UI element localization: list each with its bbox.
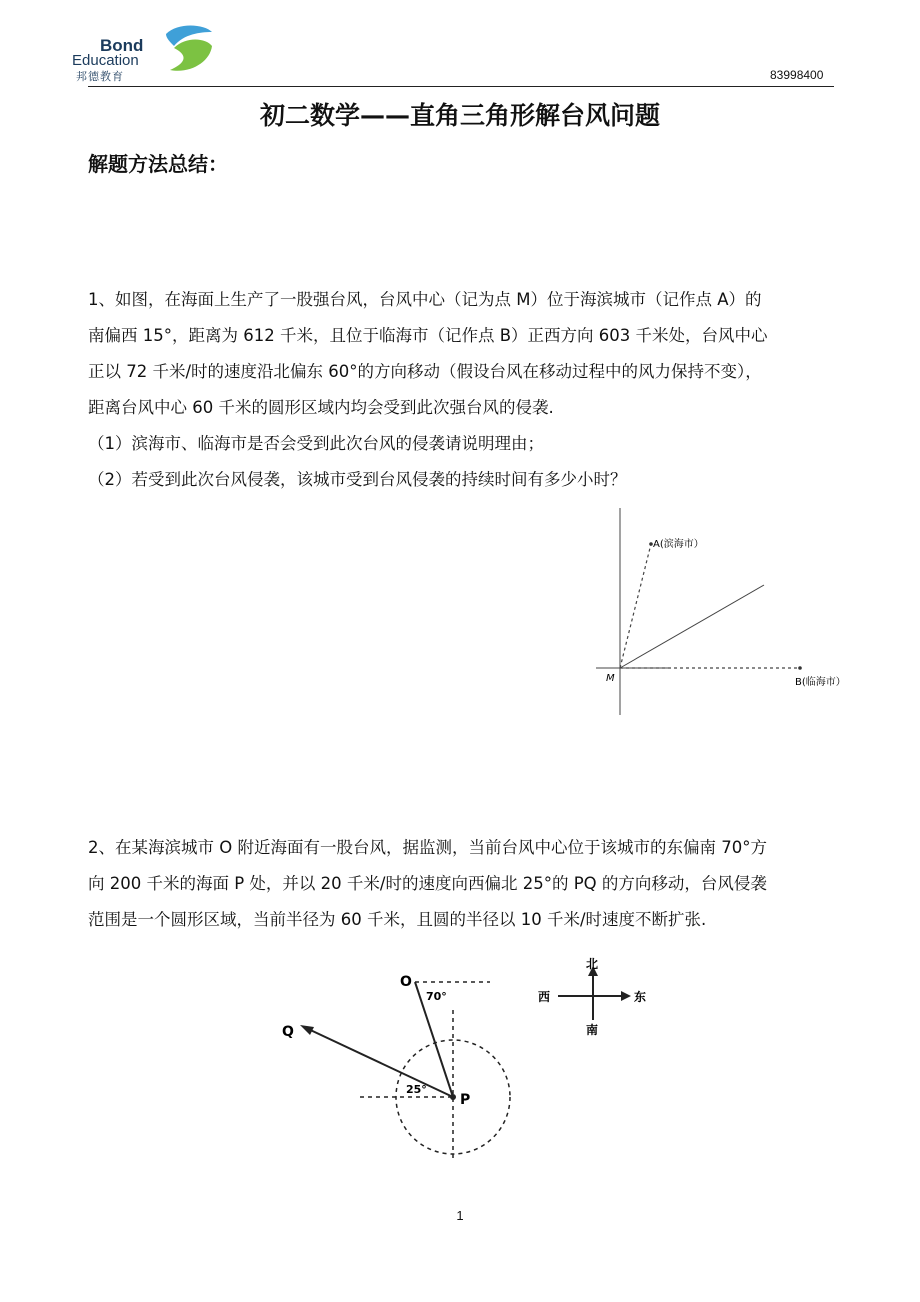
label-o: O	[400, 974, 412, 990]
label-b: B(临海市）	[795, 677, 846, 688]
problem-2-line: 范围是一个圆形区域，当前半径为 60 千米，且圆的半径以 10 千米/时速度不断扩张.	[88, 910, 707, 929]
east-arrow-icon	[621, 991, 631, 1001]
section-heading: 解题方法总结：	[88, 152, 228, 176]
label-70: 70°	[426, 990, 447, 1003]
logo-brand: Bond	[100, 36, 144, 55]
problem-1-line: 1、如图，在海面上生产了一股强台风，台风中心（记为点 M）位于海滨城市（记作点 A）的	[88, 290, 762, 309]
label-a: A(滨海市）	[653, 539, 704, 550]
logo-leaf-icon	[160, 24, 216, 76]
label-m: M	[606, 673, 615, 684]
figure-1	[590, 505, 870, 720]
logo-education: Education	[72, 52, 139, 69]
point-p	[450, 1094, 456, 1100]
logo-chinese: 邦德教育	[76, 70, 124, 83]
problem-2-line: 2、在某海滨城市 O 附近海面有一股台风，据监测，当前台风中心位于该城市的东偏南 70°方	[88, 838, 767, 857]
compass	[538, 957, 646, 1037]
logo	[160, 24, 216, 76]
compass-south: 南	[586, 1023, 599, 1037]
compass-north: 北	[586, 957, 599, 971]
label-p: P	[460, 1092, 471, 1108]
label-q: Q	[282, 1024, 294, 1040]
line-ma	[620, 544, 651, 668]
problem-1-line: 距离台风中心 60 千米的圆形区域内均会受到此次强台风的侵袭.	[88, 398, 554, 417]
typhoon-path	[620, 585, 764, 668]
compass-east: 东	[634, 990, 647, 1004]
problem-2-line: 向 200 千米的海面 P 处，并以 20 千米/时的速度向西偏北 25°的 PQ 的方向移动，台风侵袭	[88, 874, 767, 893]
compass-west: 西	[538, 990, 551, 1004]
page-number: 1	[456, 1208, 464, 1223]
figure-2	[270, 950, 670, 1170]
point-b	[798, 666, 802, 670]
page-title: 初二数学——直角三角形解台风问题	[259, 101, 660, 130]
question-1: （1）滨海市、临海市是否会受到此次台风的侵袭请说明理由；	[88, 434, 544, 453]
problem-1	[88, 282, 836, 498]
problem-2	[88, 830, 836, 938]
question-2: （2）若受到此次台风侵袭，该城市受到台风侵袭的持续时间有多少小时？	[88, 470, 627, 489]
pq-arrowhead	[300, 1025, 314, 1035]
header-phone: 83998400	[770, 68, 824, 82]
label-25: 25°	[406, 1083, 427, 1096]
header-divider	[88, 86, 834, 87]
problem-1-line: 南偏西 15°，距离为 612 千米，且位于临海市（记作点 B）正西方向 603 千米处，台风中心	[88, 326, 768, 345]
line-pq	[304, 1027, 453, 1097]
problem-1-line: 正以 72 千米/时的速度沿北偏东 60°的方向移动（假设台风在移动过程中的风力保持不变），	[88, 362, 762, 381]
